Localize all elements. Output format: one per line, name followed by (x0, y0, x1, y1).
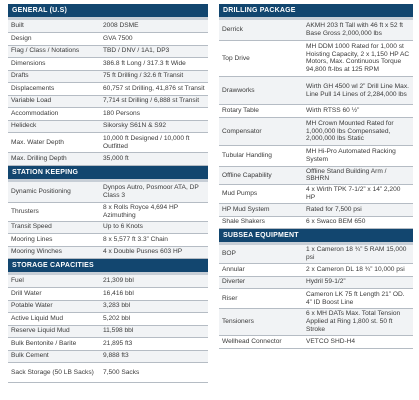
spec-value: 35,000 ft (100, 153, 208, 166)
spec-row-mooring-winches (8, 246, 208, 259)
spec-row-dimensions (8, 58, 208, 71)
spec-value: Offline Stand Building Arm / SBHRN (303, 166, 413, 185)
spec-row-potable-water (8, 300, 208, 313)
spec-value: Up to 6 Knots (100, 221, 208, 234)
spec-value: 5,202 bbl (100, 313, 208, 326)
spec-value: 4 x Wirth TPK 7-1/2” x 14” 2,200 HP (303, 185, 413, 204)
spec-row-shale-shakers (219, 216, 413, 229)
spec-value: GVA 7500 (100, 33, 208, 46)
spec-value: 7,500 Sacks (100, 363, 208, 383)
section-title: DRILLING PACKAGE (219, 4, 413, 20)
spec-value: 2008 DSME (100, 20, 208, 33)
section-subsea-equipment (219, 229, 413, 348)
section-title: SUBSEA EQUIPMENT (219, 229, 413, 245)
spec-row-accommodation (8, 108, 208, 121)
spec-value: VETCO SHD-H4 (303, 336, 413, 349)
section-title: STORAGE CAPACITIES (8, 259, 208, 275)
spec-row-annular (219, 264, 413, 277)
spec-value: 180 Persons (100, 108, 208, 121)
spec-row-drafts (8, 70, 208, 83)
spec-label: Variable Load (8, 95, 100, 108)
spec-label: Rotary Table (219, 105, 303, 118)
section-general-u-s (8, 4, 208, 166)
spec-label: Annular (219, 264, 303, 277)
spec-value: 21,895 ft3 (100, 338, 208, 351)
spec-label: Reserve Liquid Mud (8, 325, 100, 338)
spec-label: Accommodation (8, 108, 100, 121)
spec-label: Mooring Winches (8, 246, 100, 259)
spec-row-bop (219, 245, 413, 263)
spec-label: Dimensions (8, 58, 100, 71)
spec-label: Displacements (8, 83, 100, 96)
spec-label: Transit Speed (8, 221, 100, 234)
spec-value: 1 x Cameron 18 ¾” 5 RAM 15,000 psi (303, 245, 413, 263)
section-drilling-package (219, 4, 413, 229)
spec-value: 6 x MH DATs Max. Total Tension Applied at Ring 1,800 st. 50 ft Stroke (303, 309, 413, 336)
spec-row-compensator (219, 117, 413, 145)
spec-row-fuel (8, 275, 208, 288)
spec-table (8, 20, 208, 166)
spec-row-max-water-depth (8, 133, 208, 153)
spec-label: Bulk Cement (8, 350, 100, 363)
spec-value: Cameron LK 75 ft Length 21” OD. 4” ID Boost Line (303, 289, 413, 309)
spec-label: BOP (219, 245, 303, 263)
spec-value: MH DDM 1000 Rated for 1,000 st Hoisting Capacity, 2 x 1,150 HP AC Motors, Max. Continuous Torque 94,800 ft-lbs at 125 RPM (303, 40, 413, 76)
spec-row-transit-speed (8, 221, 208, 234)
spec-value: 2 x Cameron DL 18 ¾” 10,000 psi (303, 264, 413, 277)
spec-value: 9,888 ft3 (100, 350, 208, 363)
spec-value: Rated for 7,500 psi (303, 204, 413, 217)
spec-label: Potable Water (8, 300, 100, 313)
spec-row-drawworks (219, 77, 413, 105)
spec-label: Bulk Bentonite / Barite (8, 338, 100, 351)
spec-value: 60,757 st Drilling, 41,876 st Transit (100, 83, 208, 96)
spec-row-bulk-bentonite-barite (8, 338, 208, 351)
spec-value: 4 x Double Pusnes 603 HP (100, 246, 208, 259)
spec-value: AKMH 203 ft Tall with 46 ft x 52 ft Base Gross 2,000,000 lbs (303, 20, 413, 40)
spec-value: 6 x Swaco BEM 650 (303, 216, 413, 229)
spec-table (8, 182, 208, 259)
spec-label: Drafts (8, 70, 100, 83)
spec-label: Helideck (8, 120, 100, 133)
spec-label: Shale Shakers (219, 216, 303, 229)
spec-value: Dynpos Autro, Posmoor ATA, DP Class 3 (100, 182, 208, 202)
spec-row-displacements (8, 83, 208, 96)
right-column (219, 4, 413, 349)
spec-label: Tubular Handling (219, 146, 303, 166)
spec-label: Wellhead Connector (219, 336, 303, 349)
spec-label: Derrick (219, 20, 303, 40)
spec-row-riser (219, 289, 413, 309)
spec-row-bulk-cement (8, 350, 208, 363)
spec-table (219, 20, 413, 229)
spec-label: HP Mud System (219, 204, 303, 217)
spec-row-variable-load (8, 95, 208, 108)
spec-label: Mud Pumps (219, 185, 303, 204)
spec-label: Dynamic Positioning (8, 182, 100, 202)
spec-row-tensioners (219, 309, 413, 336)
spec-label: Top Drive (219, 40, 303, 76)
spec-value: 7,714 st Drilling / 6,888 st Transit (100, 95, 208, 108)
spec-row-derrick (219, 20, 413, 40)
spec-row-thrusters (8, 202, 208, 221)
spec-value: 8 x Rolls Royce 4,694 HP Azimuthing (100, 202, 208, 221)
spec-row-sack-storage-50-lb-sacks (8, 363, 208, 383)
spec-table (8, 275, 208, 383)
spec-row-top-drive (219, 40, 413, 76)
spec-value: MH Crown Mounted Rated for 1,000,000 lbs Compensated, 2,000,000 lbs Static (303, 117, 413, 145)
spec-value: 10,000 ft Designed / 10,000 ft Outfitted (100, 133, 208, 153)
spec-label: Max. Drilling Depth (8, 153, 100, 166)
section-station-keeping (8, 166, 208, 259)
spec-value: Wirth GH 4500 wl 2” Drill Line Max. Line Pull 14 Lines of 2,284,000 lbs (303, 77, 413, 105)
spec-label: Tensioners (219, 309, 303, 336)
section-storage-capacities (8, 259, 208, 383)
spec-value: Wirth RTSS 60 ½” (303, 105, 413, 118)
spec-label: Riser (219, 289, 303, 309)
spec-row-wellhead-connector (219, 336, 413, 349)
spec-value: 8 x 5,577 ft 3.3” Chain (100, 234, 208, 247)
spec-label: Drill Water (8, 288, 100, 301)
spec-table (219, 245, 413, 348)
spec-value: 21,309 bbl (100, 275, 208, 288)
spec-row-reserve-liquid-mud (8, 325, 208, 338)
spec-value: 3,283 bbl (100, 300, 208, 313)
spec-label: Sack Storage (50 LB Sacks) (8, 363, 100, 383)
spec-label: Max. Water Depth (8, 133, 100, 153)
spec-label: Diverter (219, 276, 303, 289)
spec-row-rotary-table (219, 105, 413, 118)
spec-row-max-drilling-depth (8, 153, 208, 166)
spec-row-design (8, 33, 208, 46)
spec-value: Sikorsky S61N & S92 (100, 120, 208, 133)
spec-label: Compensator (219, 117, 303, 145)
spec-value: Hydril 59-1/2” (303, 276, 413, 289)
spec-label: Mooring Lines (8, 234, 100, 247)
spec-value: 11,598 bbl (100, 325, 208, 338)
spec-value: TBD / DNV / 1A1, DP3 (100, 45, 208, 58)
spec-row-hp-mud-system (219, 204, 413, 217)
spec-row-offline-capability (219, 166, 413, 185)
spec-value: 16,416 bbl (100, 288, 208, 301)
spec-row-mooring-lines (8, 234, 208, 247)
spec-value: 75 ft Drilling / 32.6 ft Transit (100, 70, 208, 83)
spec-value: MH Hi-Pro Automated Racking System (303, 146, 413, 166)
spec-row-active-liquid-mud (8, 313, 208, 326)
spec-row-tubular-handling (219, 146, 413, 166)
section-title: STATION KEEPING (8, 166, 208, 182)
spec-label: Active Liquid Mud (8, 313, 100, 326)
spec-row-diverter (219, 276, 413, 289)
spec-row-built (8, 20, 208, 33)
spec-row-drill-water (8, 288, 208, 301)
spec-row-helideck (8, 120, 208, 133)
spec-label: Flag / Class / Notations (8, 45, 100, 58)
spec-row-mud-pumps (219, 185, 413, 204)
spec-value: 386.8 ft Long / 317.3 ft Wide (100, 58, 208, 71)
spec-row-dynamic-positioning (8, 182, 208, 202)
spec-row-flag-class-notations (8, 45, 208, 58)
spec-label: Drawworks (219, 77, 303, 105)
spec-label: Fuel (8, 275, 100, 288)
spec-label: Thrusters (8, 202, 100, 221)
spec-label: Built (8, 20, 100, 33)
section-title: GENERAL (U.S) (8, 4, 208, 20)
spec-label: Design (8, 33, 100, 46)
left-column (8, 4, 208, 383)
spec-label: Offline Capability (219, 166, 303, 185)
